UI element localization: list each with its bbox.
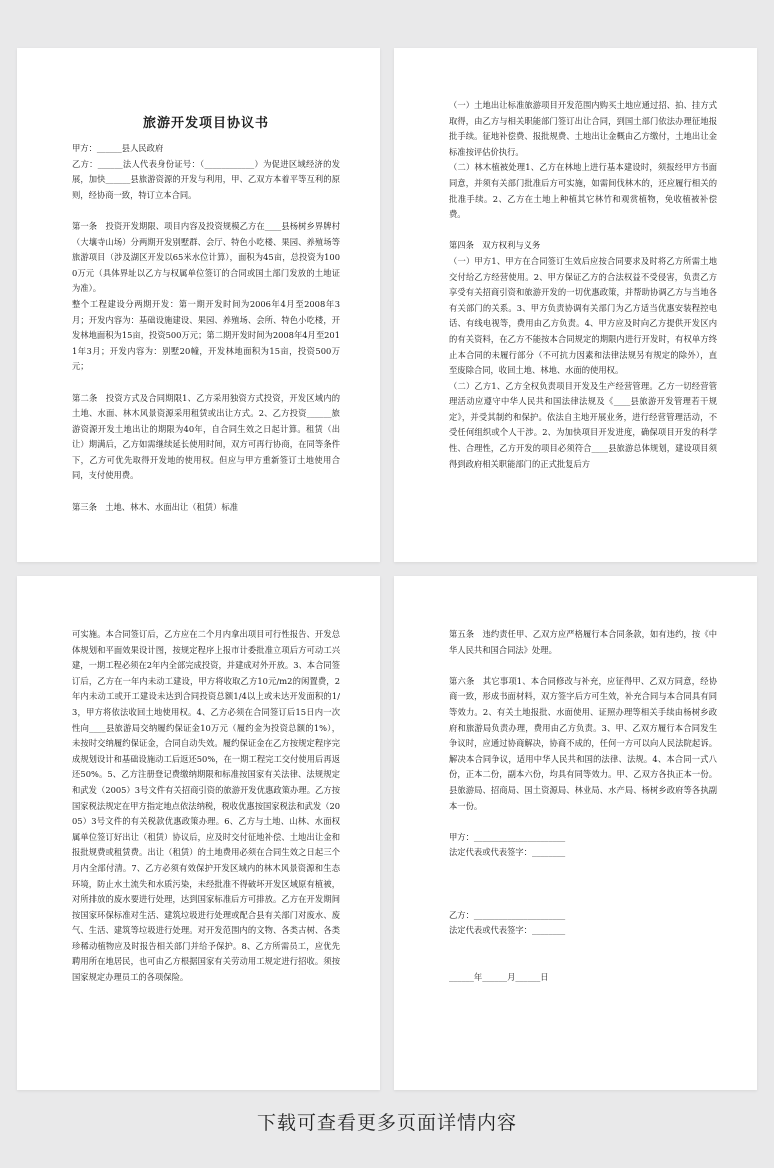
paragraph: 乙方：______法人代表身份证号：（____________）为促进区域经济的发展，加快______县旅游资源的开发与利用，甲、乙双方本着平等互利的原则，经协商一致，特订立本合同。	[72, 158, 340, 200]
paragraph-spacer	[72, 375, 340, 391]
paragraph: 第一条 投资开发期限、项目内容及投资规模乙方在____县杨树乡界牌村（大壤寺山场）分两期开发别墅群、会厅、特色小吃楼、果园、养殖场等旅游项目（涉及湖区开发以65米水位计算），面积为45亩，总投资为1000万元（具体界址以乙方与权属单位签订的合同或国土部门发放的土地证为准）。	[72, 220, 340, 294]
paragraph-spacer	[449, 892, 717, 908]
document-page-2	[394, 48, 757, 562]
page-content	[449, 98, 717, 472]
paragraph-spacer	[449, 939, 717, 955]
paragraph-spacer	[72, 203, 340, 219]
paragraph: （一）土地出让标准旅游项目开发范围内购买土地应通过招、拍、挂方式取得，由乙方与相关职能部门签订出让合同，到国土部门依法办理征地报批手续。征地补偿费、报批规费、土地出让金概由乙方缴付，土地出让金标准按评估价执行。	[449, 100, 717, 157]
paragraph: （二）乙方1、乙方全权负责项目开发及生产经营管理。乙方一切经营管理活动应遵守中华人民共和国法律法规及《____县旅游开发管理若干规定》，并受其制约和保护。依法自主地开展业务，进行经营管理活动，不受任何组织或个人干涉。2、为加快项目开发进度，确保项目开发的科学性、合理性，乙方开发的项目必须符合____县旅游总体规划，建设项目须得到政府相关职能部门的正式批复后方	[449, 380, 717, 469]
paragraph: 第五条 违约责任甲、乙双方应严格履行本合同条款，如有违约，按《中华人民共和国合同法》处理。	[449, 629, 717, 655]
paragraph: 第六条 其它事项1、本合同修改与补充，应征得甲、乙双方同意，经协商一致，形成书面材料，双方签字后方可生效，补充合同与本合同具有同等效力。2、有关土地报批、水面使用、证照办理等相关手续由杨树乡政府和旅游局负责办理，费用由乙方负责。3、甲、乙双方履行本合同发生争议时，应通过协商解决，协商不成的，任何一方可以向人民法院起诉。解决本合同争议，适用中华人民共和国的法律、法规。4、本合同一式八份，正本二份，副本六份，均具有同等效力。甲、乙双方各执正本一份。县旅游局、招商局、国土资源局、林业局、水产局、杨树乡政府等各执副本一份。	[449, 675, 717, 811]
paragraph: 第四条 双方权利与义务	[449, 240, 541, 251]
document-page-4	[394, 576, 757, 1090]
paragraph-spacer	[449, 223, 717, 239]
download-more-prompt[interactable]: 下载可查看更多页面详情内容	[256, 1112, 517, 1134]
paragraph: 法定代表或代表签字：________	[449, 925, 566, 936]
document-page-1	[17, 48, 380, 562]
paragraph: （二）林木植被处理1、乙方在林地上进行基本建设时，须报经甲方书面同意，并须有关部门批准后方可实施，如需间伐林木的，还应履行相关的批准手续。2、乙方在土地上种植其它林竹和观赏植物，免收植被补偿费。	[449, 162, 717, 220]
paragraph: 法定代表或代表签字：________	[449, 847, 566, 858]
paragraph-spacer	[449, 861, 717, 877]
paragraph: 甲方：______________________	[449, 831, 566, 842]
paragraph-spacer	[72, 484, 340, 500]
page-content	[449, 627, 717, 986]
paragraph: ______年______月______日	[449, 972, 549, 983]
document-page-3	[17, 576, 380, 1090]
paragraph-spacer	[449, 954, 717, 970]
paragraph: （一）甲方1、甲方在合同签订生效后应按合同要求及时将乙方所需土地交付给乙方经营使用。2、甲方保证乙方的合法权益不受侵害，负责乙方享受有关招商引资和旅游开发的一切优惠政策，并帮助协调乙方与当地各有关部门的关系。3、甲方负责协调有关部门为乙方适当优惠安装程控电话、有线电视等，费用由乙方负责。4、甲方应及时向乙方提供开发区内的有关资料，在乙方不能按本合同规定的期限内进行开发时，有权单方终止本合同的未履行部分（不可抗力因素和法律法规另有规定的除外），直至废除合同，收回土地、林地、水面的使用权。	[449, 255, 717, 376]
document-title: 旅游开发项目协议书	[142, 116, 269, 131]
paragraph: 可实施。本合同签订后，乙方应在二个月内拿出项目可行性报告、开发总体规划和平面效果设计图，按规定程序上报市计委批准立项后方可动工兴建，一期工程必须在2年内全部完成投资，并建成对外开放。3、本合同签订后，乙方在一年内未动工建设，甲方将收取乙方10元/m2的闲置费，2年内未动工或开工建设未达到合同投资总额1/4以上或未达开发面积的1/3，甲方将依法收回土地使用权。4、乙方必须在合同签订后15日内一次性向____县旅游局交纳履约保证金10万元（履约金为投资总额的1%），未按时交纳履约保证金，合同自动失效。履约保证金在乙方按规定程序完成规划设计和基础设施动工后返还50%，在一期工程完工交付使用后再返还50%。5、乙方注册登记费缴纳期限和标准按国家有关法律、法规规定和武发（2005）3号文件有关招商引资的旅游开发优惠政策办理。乙方按国家税法规定在甲方指定地点依法纳税，税收优惠按国家税法和武发（2005）3号文件的有关税款优惠政策办理。6、乙方与土地、山林、水面权属单位签订好出让（租赁）协议后，应及时交付征地补偿、土地出让金和报批规费或租赁费。出让（租赁）的土地费用必须在合同生效之日起三个月内全部付清。7、乙方必须有效保护开发区域内的林木风景资源和生态环境，防止水土流失和水质污染，未经批准不得破坏开发区域原有植被，对所排放的废水要进行处理，达到国家标准后方可排放。乙方在开发期间按国家环保标准对生活、建筑垃圾进行处理或配合县有关部门对废水、废气、生活、建筑等垃圾进行处理。对开发范围内的文物、各类古树、各类珍稀动植物应及时报告相关部门并给予保护。8、乙方所需员工，应优先聘用所在地居民，也可由乙方根据国家有关劳动用工规定进行招收。须按国家规定办理员工的各项保险。	[72, 629, 340, 983]
paragraph-spacer	[449, 814, 717, 830]
page-content	[72, 112, 340, 515]
paragraph: 甲方：______县人民政府	[72, 143, 164, 153]
paragraph: 第二条 投资方式及合同期限1、乙方采用独资方式投资，开发区域内的土地、水面、林木风景资源采用租赁或出让方式。2、乙方投资______旅游资源开发土地出让的期限为40年，自合同生效之日起计算。租赁（出让）期满后，乙方如需继续延长使用时间，双方可再行协商，在同等条件下，乙方可优先取得开发地的使用权。但应与甲方重新签订土地使用合同，支付使用费。	[72, 392, 340, 481]
paragraph-spacer	[449, 658, 717, 674]
paragraph: 第三条 土地、林木、水面出让（租赁）标准	[72, 501, 238, 512]
paragraph-spacer	[449, 877, 717, 893]
paragraph: 整个工程建设分两期开发：第一期开发时间为2006年4月至2008年3月；开发内容为：基础设施建设、果园、养殖场、会所、特色小吃楼，开发林地面积为15亩，投资500万元；第二期开发时间为2008年4月至2011年3月；开发内容为：别墅20幢，开发林地面积为15亩，投资500万元；	[72, 298, 340, 372]
page-content	[72, 627, 340, 986]
paragraph: 乙方：______________________	[449, 909, 566, 920]
